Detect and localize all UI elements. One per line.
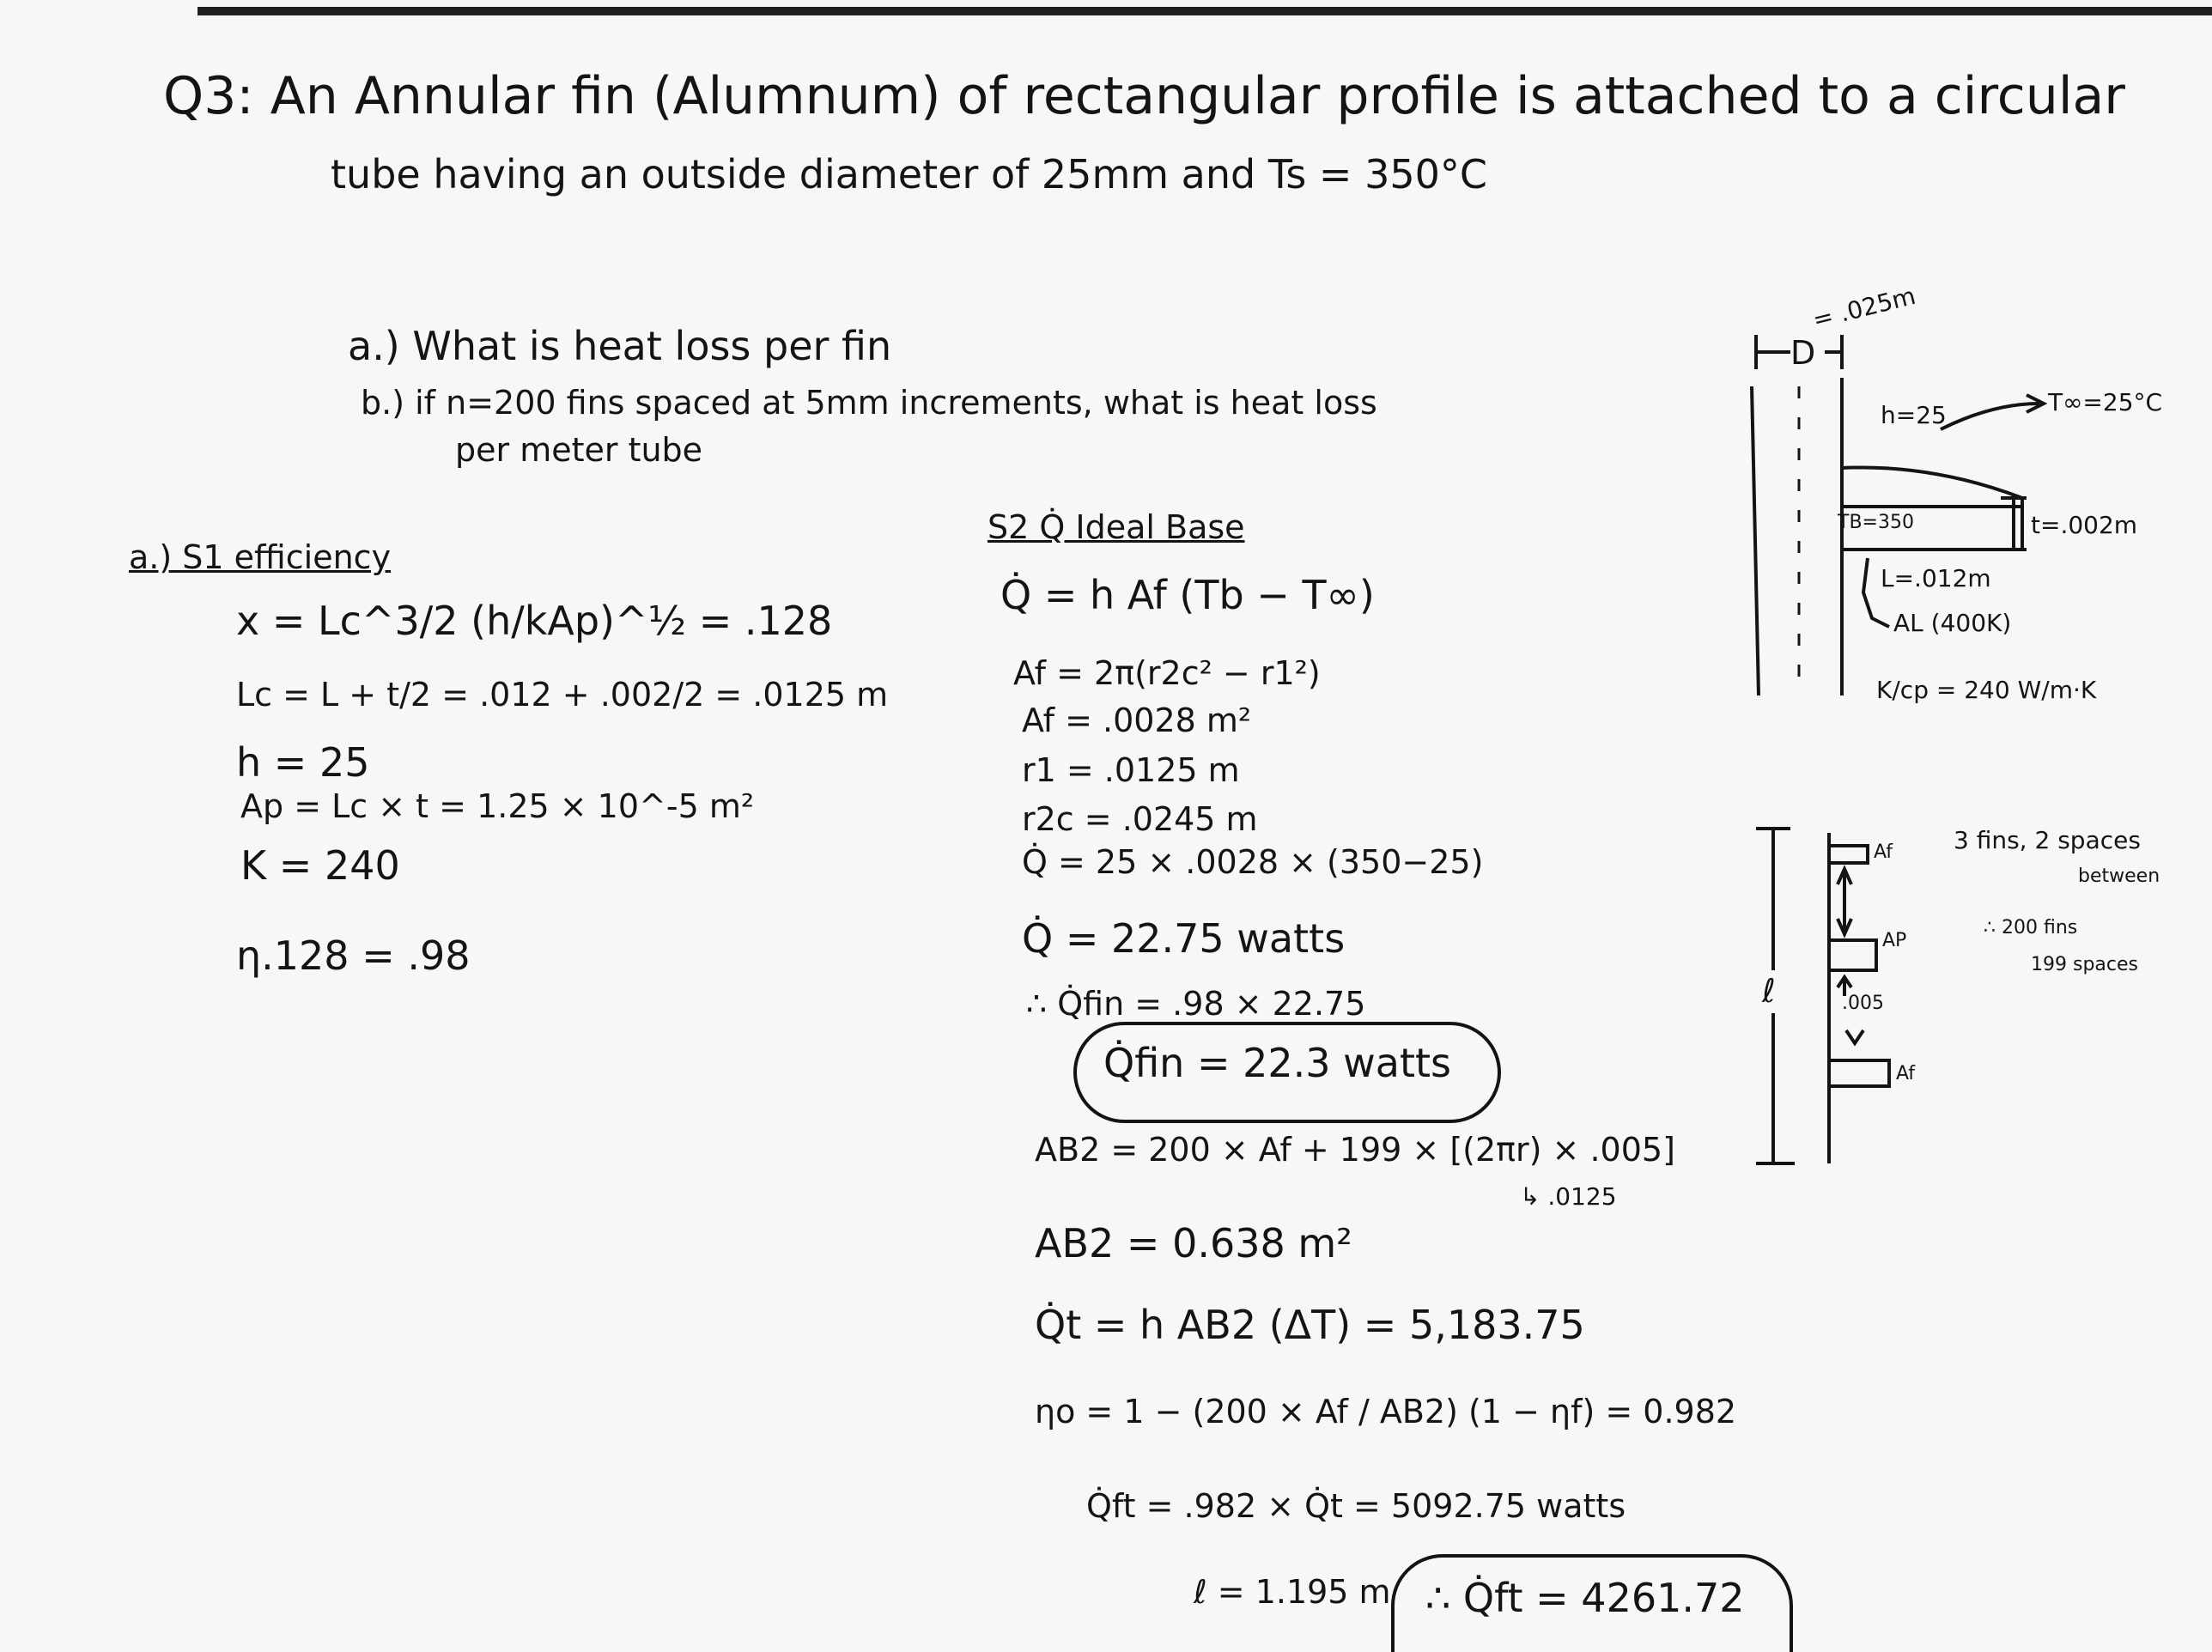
step2-line-5: r2c = .0245 m <box>1022 800 1258 838</box>
d-value: = .025m <box>1809 281 1919 335</box>
al-label: AL (400K) <box>1893 609 2012 637</box>
spacing-label: .005 <box>1842 993 1884 1014</box>
step1-line-5: K = 240 <box>240 842 400 889</box>
fins-note-1: 3 fins, 2 spaces <box>1954 826 2141 854</box>
part-b-question-1: b.) if n=200 fins spaced at 5mm increments, what is heat loss <box>361 384 1377 422</box>
step1-line-4: Ap = Lc × t = 1.25 × 10^-5 m² <box>240 787 755 825</box>
fins-note-4: 199 spaces <box>2031 954 2138 975</box>
l-label: L=.012m <box>1881 564 1991 592</box>
step1-line-6: η.128 = .98 <box>236 932 471 979</box>
question-line-2: tube having an outside diameter of 25mm and Ts = 350°C <box>331 151 1488 197</box>
step1-heading: a.) S1 efficiency <box>129 538 392 576</box>
step1-line-1: x = Lc^3/2 (h/kAp)^½ = .128 <box>236 598 833 644</box>
fins-note-2: between <box>2078 865 2160 887</box>
partb-r-note: ↳ .0125 <box>1520 1182 1617 1211</box>
step2-line-3: Af = .0028 m² <box>1022 701 1252 739</box>
answer-part-b: ∴ Q̇ft = 4261.72 <box>1425 1575 1745 1621</box>
d-label: D <box>1790 334 1816 372</box>
step2-line-2: Af = 2π(r2c² − r1²) <box>1013 654 1321 692</box>
h-label: h=25 <box>1881 401 1947 429</box>
step2-line-1: Q̇ = h Af (Tb − T∞) <box>1000 572 1375 618</box>
k-label: K/cp = 240 W/m·K <box>1876 676 2097 704</box>
question-line-1: Q3: An Annular fin (Alumnum) of rectangular profile is attached to a circular <box>163 66 2125 126</box>
partb-line-2: AB2 = 0.638 m² <box>1035 1220 1352 1266</box>
partb-line-1: AB2 = 200 × Af + 199 × [(2πr) × .005] <box>1035 1131 1675 1169</box>
partb-line-3: Q̇t = h AB2 (ΔT) = 5,183.75 <box>1035 1302 1585 1348</box>
tinf-label: T∞=25°C <box>2048 388 2163 416</box>
af-label-bottom: Af <box>1896 1063 1916 1084</box>
fins-note-3: ∴ 200 fins <box>1984 917 2078 938</box>
tb-label: TB=350 <box>1838 512 1914 533</box>
part-a-question: a.) What is heat loss per fin <box>348 323 892 369</box>
partb-line-4: ηo = 1 − (200 × Af / AB2) (1 − ηf) = 0.982 <box>1035 1393 1737 1430</box>
step2-line-6: Q̇ = 25 × .0028 × (350−25) <box>1022 843 1484 881</box>
step2-heading: S2 Q̇ Ideal Base <box>988 508 1245 546</box>
part-b-question-2: per meter tube <box>455 431 703 469</box>
af-label-top: Af <box>1874 841 1893 863</box>
answer-part-a: Q̇fin = 22.3 watts <box>1103 1040 1452 1086</box>
step2-line-8: ∴ Q̇fin = .98 × 22.75 <box>1026 985 1366 1023</box>
step1-line-3: h = 25 <box>236 739 370 786</box>
partb-line-5: Q̇ft = .982 × Q̇t = 5092.75 watts <box>1086 1487 1626 1525</box>
step2-line-4: r1 = .0125 m <box>1022 751 1240 789</box>
length-symbol: ℓ <box>1762 972 1776 1010</box>
step2-line-7: Q̇ = 22.75 watts <box>1022 915 1346 962</box>
t-label: t=.002m <box>2031 511 2138 539</box>
step1-line-2: Lc = L + t/2 = .012 + .002/2 = .0125 m <box>236 676 889 714</box>
ap-label: AP <box>1882 930 1907 951</box>
partb-length: ℓ = 1.195 m <box>1194 1573 1391 1611</box>
